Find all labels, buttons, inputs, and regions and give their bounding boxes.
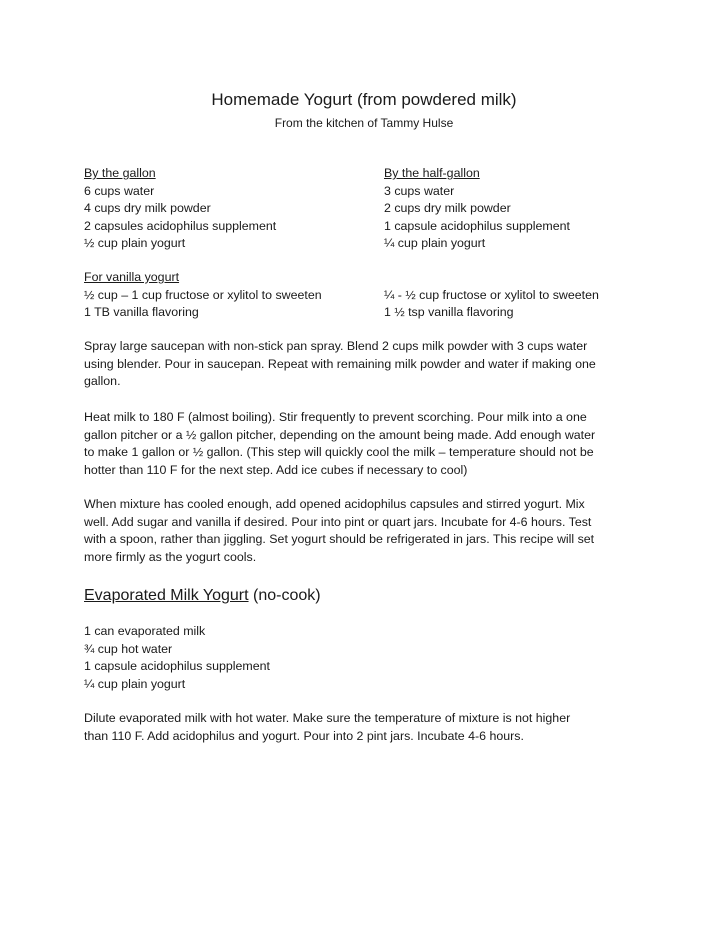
half-gallon-item: 3 cups water	[384, 183, 455, 198]
paragraph-line: gallon pitcher or a ½ gallon pitcher, depending on the amount being made. Add enough water	[84, 427, 596, 442]
vanilla-item: 1 TB vanilla flavoring	[84, 305, 199, 319]
paragraph-line: Dilute evaporated milk with hot water. Make sure the temperature of mixture is not higher	[84, 711, 571, 725]
recipe-title: Homemade Yogurt (from powdered milk)	[211, 90, 517, 109]
instructions-paragraph-3	[84, 496, 654, 566]
evaporated-section-heading	[84, 585, 321, 607]
gallon-item: 4 cups dry milk powder	[84, 201, 211, 215]
vanilla-half-item: 1 ½ tsp vanilla flavoring	[384, 305, 514, 319]
instructions-paragraph-2	[84, 409, 654, 479]
paragraph-line: more firmly as the yogurt cools.	[84, 549, 257, 564]
paragraph-line: hotter than 110 F for the next step. Add ice cubes if necessary to cool)	[84, 462, 468, 477]
vanilla-heading: For vanilla yogurt	[84, 270, 180, 284]
paragraph-line: well. Add sugar and vanilla if desired. Pour into pint or quart jars. Incubate for 4-6 hours. Test	[84, 514, 592, 529]
recipe-subtitle: From the kitchen of Tammy Hulse	[274, 116, 454, 130]
vanilla-item: ½ cup – 1 cup fructose or xylitol to sweeten	[84, 287, 322, 302]
gallon-item: 2 capsules acidophilus supplement	[84, 218, 277, 233]
paragraph-line: than 110 F. Add acidophilus and yogurt. Pour into 2 pint jars. Incubate 4-6 hours.	[84, 728, 524, 743]
evaporated-item: 1 capsule acidophilus supplement	[84, 659, 270, 673]
evaporated-item: ¾ cup hot water	[84, 641, 173, 656]
paragraph-line: When mixture has cooled enough, add opened acidophilus capsules and stirred yogurt. Mix	[84, 497, 585, 511]
evaporated-ingredients	[84, 623, 270, 693]
instructions-paragraph-1	[84, 338, 654, 391]
evaporated-heading-suffix: (no-cook)	[248, 587, 321, 604]
paragraph-line: gallon.	[84, 374, 121, 388]
gallon-item: ½ cup plain yogurt	[84, 236, 186, 250]
gallon-item: 6 cups water	[84, 183, 155, 198]
half-gallon-item: 2 cups dry milk powder	[384, 201, 511, 215]
evaporated-item: ¼ cup plain yogurt	[84, 676, 186, 691]
evaporated-heading: Evaporated Milk Yogurt	[84, 587, 249, 604]
gallon-ingredients	[84, 165, 276, 253]
paragraph-line: Spray large saucepan with non-stick pan spray. Blend 2 cups milk powder with 3 cups water	[84, 339, 588, 353]
half-gallon-item: ¼ cup plain yogurt	[384, 236, 486, 250]
half-gallon-heading: By the half-gallon	[384, 166, 480, 180]
half-gallon-item: 1 capsule acidophilus supplement	[384, 218, 570, 233]
vanilla-left	[84, 269, 322, 322]
gallon-heading: By the gallon	[84, 166, 156, 180]
evaporated-directions	[84, 710, 654, 745]
paragraph-line: with a spoon, rather than jiggling. Set yogurt should be refrigerated in jars. This recipe will set	[84, 532, 595, 546]
vanilla-right	[384, 287, 599, 322]
half-gallon-ingredients	[384, 165, 570, 253]
paragraph-line: Heat milk to 180 F (almost boiling). Stir frequently to prevent scorching. Pour milk into a one	[84, 410, 587, 424]
evaporated-item: 1 can evaporated milk	[84, 624, 206, 638]
paragraph-line: to make 1 gallon or ½ gallon. (This step will quickly cool the milk – temperature should not be	[84, 445, 594, 459]
vanilla-half-item: ¼ - ½ cup fructose or xylitol to sweeten	[384, 287, 599, 302]
paragraph-line: using blender. Pour in saucepan. Repeat with remaining milk powder and water if making one	[84, 356, 596, 371]
